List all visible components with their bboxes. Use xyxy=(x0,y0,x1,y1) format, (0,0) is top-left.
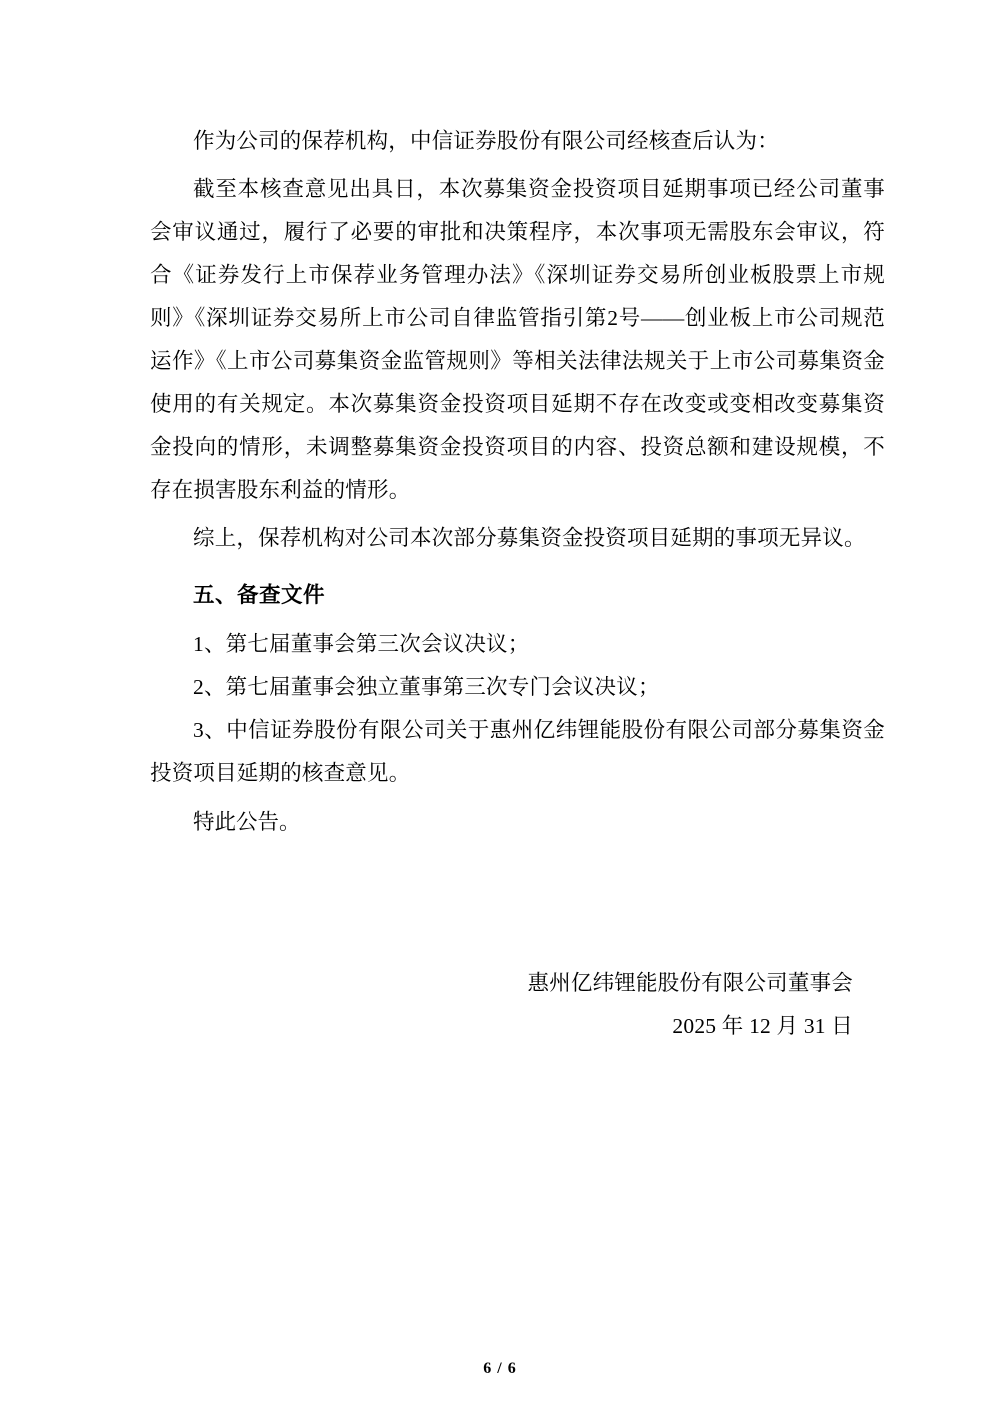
signature-block xyxy=(150,962,885,1048)
signature-company: 惠州亿纬锂能股份有限公司董事会 xyxy=(527,971,853,995)
list-item: 3、中信证券股份有限公司关于惠州亿纬锂能股份有限公司部分募集资金投资项目延期的核查意见。 xyxy=(150,718,885,785)
paragraph-sponsor-opinion-intro: 作为公司的保荐机构，中信证券股份有限公司经核查后认为： xyxy=(193,129,779,153)
signature-date: 2025 年 12 月 31 日 xyxy=(672,1014,853,1038)
page-number-footer: 6 / 6 xyxy=(483,1360,517,1377)
closing-announcement: 特此公告。 xyxy=(193,810,301,834)
document-body xyxy=(150,120,885,1048)
section-heading-reference-documents: 五、备查文件 xyxy=(193,583,326,607)
paragraph-no-objection: 综上，保荐机构对公司本次部分募集资金投资项目延期的事项无异议。 xyxy=(193,526,866,550)
list-item: 1、第七届董事会第三次会议决议； xyxy=(193,632,530,656)
paragraph-verification-conclusion: 截至本核查意见出具日，本次募集资金投资项目延期事项已经公司董事会审议通过，履行了必要的审批和决策程序，本次事项无需股东会审议，符合《证券发行上市保荐业务管理办法》《深圳证券交易所创业板股票上市规则》《深圳证券交易所上市公司自律监管指引第2号——创业板上市公司规范运作》《上市公司募集资金监管规则》等相关法律法规关于上市公司募集资金使用的有关规定。本次募集资金投资项目延期不存在改变或变相改变募集资金投向的情形，未调整募集资金投资项目的内容、投资总额和建设规模，不存在损害股东利益的情形。 xyxy=(150,177,885,502)
list-item: 2、第七届董事会独立董事第三次专门会议决议； xyxy=(193,675,660,699)
